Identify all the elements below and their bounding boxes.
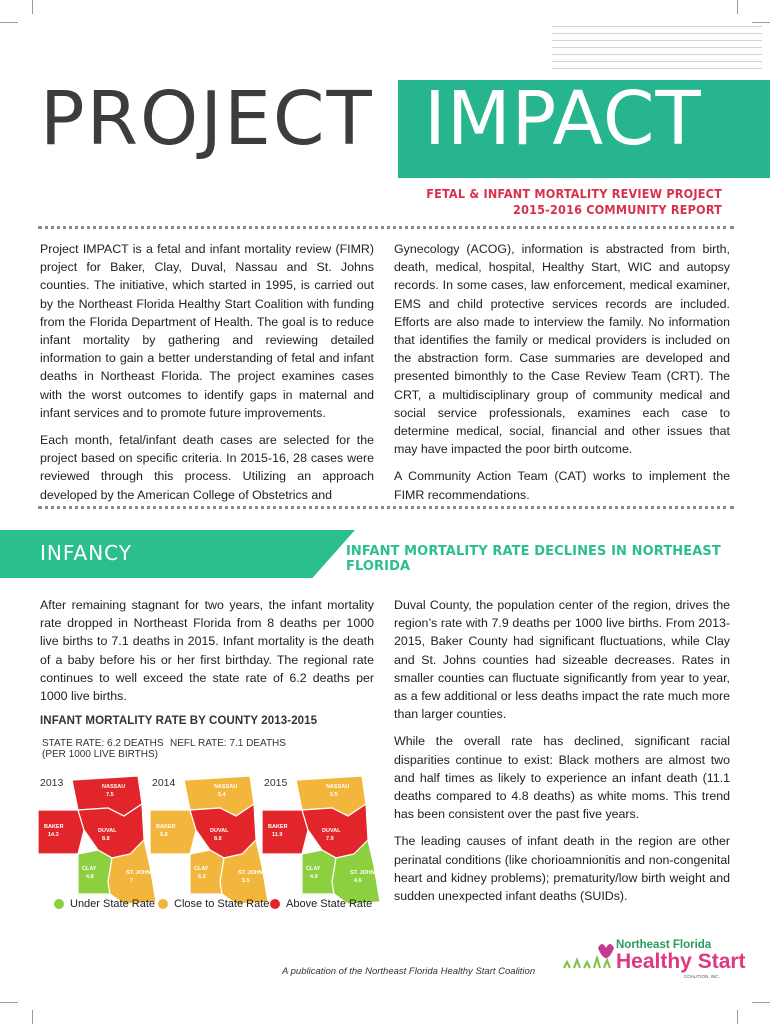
report-subtitle-line1: FETAL & INFANT MORTALITY REVIEW PROJECT bbox=[426, 186, 722, 201]
section-heading: INFANT MORTALITY RATE DECLINES IN NORTHEAST FLORIDA bbox=[346, 544, 721, 574]
intro-paragraph: Gynecology (ACOG), information is abstracted from birth, death, medical, hospital, Healthy Start, WIC and autopsy records. In some cases, law enforcement, medical examiner, EMS and child protective services records are included. Efforts are also made to interview the family. No information that identifies the family or medical providers is included on the abstraction form. Case summaries are developed and presented bimonthly to the Case Review Team (CRT). The CRT, a multidisciplinary group of community medical and social service professionals, examines each case to determine medical, social, financial and other issues that may have impacted the poor birth outcome. bbox=[394, 242, 730, 457]
logo-line1: Northeast Florida bbox=[616, 939, 712, 951]
crop-mark bbox=[752, 1002, 770, 1003]
legend-under-swatch bbox=[54, 899, 64, 909]
title-impact: IMPACT bbox=[424, 76, 702, 162]
county-rate-label: 5.5 bbox=[330, 792, 338, 798]
county-name-label: DUVAL bbox=[210, 828, 229, 834]
crop-mark bbox=[0, 1002, 18, 1003]
county-name-label: NASSAU bbox=[102, 784, 126, 790]
legend-close-label: Close to State Rate bbox=[174, 898, 270, 910]
infancy-paragraph: Duval County, the population center of the region, drives the region’s rate with 7.9 deaths per 1000 live births. From 2013- 2015, Baker County had significant fluctuations, while Clay and St. Johns counties had sizeable decreases. Rates in smaller counties can fluctuate significantly from year to year, as a few additional or less deaths impact the rate much more than larger counties. bbox=[394, 598, 730, 722]
legend-above-swatch bbox=[270, 899, 280, 909]
map-year-label: 2014 bbox=[152, 777, 176, 789]
legend-above-label: Above State Rate bbox=[286, 898, 373, 910]
county-rate-label: 7.5 bbox=[106, 792, 114, 798]
county-rate-label: 4.9 bbox=[310, 874, 318, 880]
county-map bbox=[262, 770, 386, 910]
county-baker bbox=[262, 810, 308, 854]
county-map bbox=[150, 770, 274, 910]
county-rate-label: 5.5 bbox=[242, 878, 250, 884]
infancy-right-column bbox=[394, 596, 730, 914]
county-rate-label: 5.4 bbox=[218, 792, 226, 798]
map-section-title: INFANT MORTALITY RATE BY COUNTY 2013-2015 bbox=[40, 715, 318, 727]
publication-credit: A publication of the Northeast Florida Healthy Start Coalition bbox=[282, 966, 536, 977]
legend-close-swatch bbox=[158, 899, 168, 909]
county-rate-label: 5.8 bbox=[160, 832, 168, 838]
county-rate-label: 8.8 bbox=[102, 836, 110, 842]
title-project: PROJECT bbox=[40, 76, 374, 162]
county-name-label: BAKER bbox=[156, 824, 176, 830]
infancy-paragraph: After remaining stagnant for two years, the infant mortality rate dropped in Northeast Florida from 8 deaths per 1000 live births to 7.1 deaths in 2015. Infant mortality is the death of a baby before his or her first birthday. The regional rate continues to well exceed the state rate of 6.2 deaths per 1000 live births. bbox=[40, 598, 374, 704]
nefl-rate: NEFL RATE: 7.1 DEATHS bbox=[170, 738, 286, 749]
county-name-label: CLAY bbox=[306, 866, 321, 872]
crop-mark bbox=[737, 0, 738, 14]
infancy-paragraph: The leading causes of infant death in the region are other perinatal conditions (like chorioamnionitis and non-congenital heart and kidney problems); prematurity/low birth weight and sudden unexpected infant deaths (SUIDs). bbox=[394, 834, 730, 904]
state-rate: STATE RATE: 6.2 DEATHS bbox=[42, 738, 164, 749]
intro-left-column bbox=[40, 240, 374, 513]
county-name-label: BAKER bbox=[268, 824, 288, 830]
intro-paragraph: Each month, fetal/infant death cases are selected for the project based on specific criteria. In 2015-16, 28 cases were reviewed through this process. Utilizing an approach developed by the American College of Obstetrics and bbox=[40, 433, 374, 502]
county-baker bbox=[38, 810, 84, 854]
county-rate-label: 7 bbox=[130, 878, 134, 884]
map-year-label: 2015 bbox=[264, 777, 288, 789]
map-year-label: 2013 bbox=[40, 777, 64, 789]
dotted-divider bbox=[38, 226, 734, 229]
county-name-label: ST. JOHNS bbox=[126, 870, 155, 876]
intro-paragraph: Project IMPACT is a fetal and infant mortality review (FIMR) project for Baker, Clay, Duval, Nassau and St. Johns counties. The initiative, which started in 1995, is carried out by the Northeast Florida Healthy Start Coalition with funding from the Florida Department of Health. The goal is to reduce infant mortality by gathering and reviewing detailed information to gain a better understanding of fetal and infant deaths in Northeast Florida. The project examines cases with the worst outcomes to identify gaps in maternal and infant services and to promote future improvements. bbox=[40, 242, 374, 420]
county-map bbox=[38, 770, 162, 910]
intro-right-column bbox=[394, 240, 730, 513]
county-clay bbox=[190, 850, 224, 894]
county-clay bbox=[78, 850, 112, 894]
county-name-label: DUVAL bbox=[98, 828, 117, 834]
crop-mark bbox=[737, 1010, 738, 1024]
county-baker bbox=[150, 810, 196, 854]
logo-line3: COALITION, INC. bbox=[684, 974, 720, 979]
tulip-icon bbox=[564, 944, 614, 968]
county-rate-label: 8.8 bbox=[214, 836, 222, 842]
crop-mark bbox=[0, 22, 18, 23]
report-subtitle-line2: 2015-2016 COMMUNITY REPORT bbox=[513, 202, 722, 217]
county-name-label: CLAY bbox=[82, 866, 97, 872]
intro-paragraph: A Community Action Team (CAT) works to implement the FIMR recommendations. bbox=[394, 469, 730, 502]
crop-mark bbox=[32, 1010, 33, 1024]
county-rate-label: 4.6 bbox=[354, 878, 362, 884]
county-rate-label: 7.9 bbox=[326, 836, 334, 842]
county-rate-label: 4.8 bbox=[86, 874, 94, 880]
crop-mark bbox=[752, 22, 770, 23]
county-name-label: ST. JOHNS bbox=[350, 870, 379, 876]
county-clay bbox=[302, 850, 336, 894]
county-name-label: DUVAL bbox=[322, 828, 341, 834]
county-name-label: ST. JOHNS bbox=[238, 870, 267, 876]
infancy-label: INFANCY bbox=[40, 541, 132, 565]
county-name-label: NASSAU bbox=[214, 784, 238, 790]
county-rate-label: 11.9 bbox=[272, 832, 283, 838]
legend-under bbox=[54, 898, 155, 910]
legend-above bbox=[270, 898, 372, 910]
logo-line2: Healthy Start bbox=[616, 950, 746, 973]
crop-mark bbox=[32, 0, 33, 14]
legend-under-label: Under State Rate bbox=[70, 898, 155, 910]
county-rate-label: 14.3 bbox=[48, 832, 59, 838]
county-name-label: BAKER bbox=[44, 824, 64, 830]
dotted-divider bbox=[38, 506, 734, 509]
legend-close bbox=[158, 898, 269, 910]
per-live-births: (PER 1000 LIVE BIRTHS) bbox=[42, 749, 158, 760]
infancy-left-column bbox=[40, 596, 374, 714]
infancy-paragraph: While the overall rate has declined, significant racial disparities continue to exist: Black mothers are almost two and half times as likely to experience an infant death (11.1 deaths compared to 4.8 deaths) as white moms. This trend has been consistent over the past five years. bbox=[394, 734, 730, 822]
decorative-stripes bbox=[552, 26, 762, 75]
county-name-label: NASSAU bbox=[326, 784, 350, 790]
county-rate-label: 6.2 bbox=[198, 874, 206, 880]
county-name-label: CLAY bbox=[194, 866, 209, 872]
